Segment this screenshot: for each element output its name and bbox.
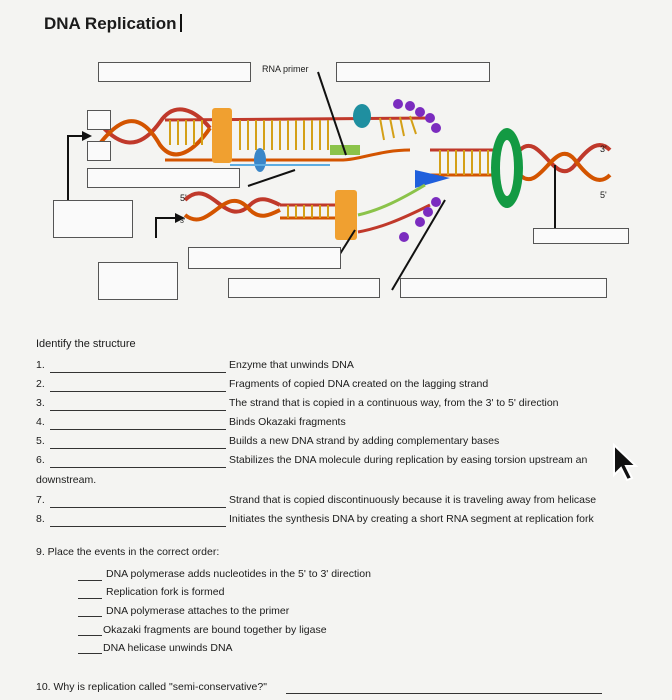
answer-box-5[interactable] — [87, 168, 240, 188]
item-description: Enzyme that unwinds DNA — [229, 359, 354, 371]
order-event: DNA helicase unwinds DNA — [103, 642, 233, 654]
answer-line-3[interactable] — [50, 410, 226, 411]
three-prime-label-left: 3' — [180, 218, 186, 225]
five-prime-label-right: 5' — [600, 190, 607, 200]
answer-line-1[interactable] — [50, 372, 226, 373]
order-event: Okazaki fragments are bound together by ligase — [103, 624, 327, 636]
order-blank-1[interactable] — [78, 580, 102, 581]
answer-line-5[interactable] — [50, 448, 226, 449]
item-number: 1. — [36, 359, 45, 371]
item-description: Binds Okazaki fragments — [229, 416, 346, 428]
order-blank-4[interactable] — [78, 635, 102, 636]
answer-box-4[interactable] — [87, 141, 111, 161]
item-description: Initiates the synthesis DNA by creating a short RNA segment at replication fork — [229, 513, 594, 525]
wrapped-text: downstream. — [36, 474, 97, 486]
item-description: Strand that is copied discontinuously because it is traveling away from helicase — [229, 494, 597, 506]
answer-line-2[interactable] — [50, 391, 226, 392]
topoisomerase-upper — [353, 104, 371, 128]
mouse-pointer-icon — [612, 443, 638, 483]
answer-box-6[interactable] — [53, 200, 133, 238]
order-blank-5[interactable] — [78, 653, 102, 654]
page-title: DNA Replication — [44, 14, 182, 34]
item-number: 8. — [36, 513, 45, 525]
five-prime-label-left: 5' — [180, 193, 187, 203]
item-number: 3. — [36, 397, 45, 409]
order-blank-2[interactable] — [78, 598, 102, 599]
identify-heading: Identify the structure — [36, 338, 136, 350]
answer-box-1[interactable] — [98, 62, 251, 82]
answer-box-2[interactable] — [336, 62, 490, 82]
dna-polymerase-upper — [212, 108, 232, 163]
primase-triangle — [415, 170, 450, 188]
answer-box-10[interactable] — [228, 278, 380, 298]
answer-line-8[interactable] — [50, 526, 226, 527]
rna-primer-label: RNA primer — [262, 64, 309, 74]
order-question: 9. Place the events in the correct order: — [36, 546, 220, 558]
answer-box-9[interactable] — [188, 247, 341, 269]
order-event: DNA polymerase attaches to the primer — [106, 605, 290, 617]
three-prime-label-right: 3' — [600, 144, 607, 154]
item-number: 6. — [36, 454, 45, 466]
item-description: The strand that is copied in a continuous way, from the 3' to 5' direction — [229, 397, 559, 409]
item-number: 7. — [36, 494, 45, 506]
answer-line-10[interactable] — [286, 693, 602, 694]
item-description: Fragments of copied DNA created on the lagging strand — [229, 378, 489, 390]
item-number: 4. — [36, 416, 45, 428]
answer-line-4[interactable] — [50, 429, 226, 430]
answer-line-6[interactable] — [50, 467, 226, 468]
item-description: Stabilizes the DNA molecule during replication by easing torsion upstream an — [229, 454, 588, 466]
answer-box-8[interactable] — [98, 262, 178, 300]
order-blank-3[interactable] — [78, 616, 102, 617]
order-event: Replication fork is formed — [106, 586, 225, 598]
question-10: 10. Why is replication called "semi-conservative?" — [36, 681, 267, 693]
answer-line-7[interactable] — [50, 507, 226, 508]
item-number: 5. — [36, 435, 45, 447]
answer-box-3[interactable] — [87, 110, 111, 130]
item-description: Builds a new DNA strand by adding complementary bases — [229, 435, 500, 447]
answer-box-11[interactable] — [400, 278, 607, 298]
answer-box-7[interactable] — [533, 228, 629, 244]
item-number: 2. — [36, 378, 45, 390]
order-event: DNA polymerase adds nucleotides in the 5' to 3' direction — [106, 568, 371, 580]
